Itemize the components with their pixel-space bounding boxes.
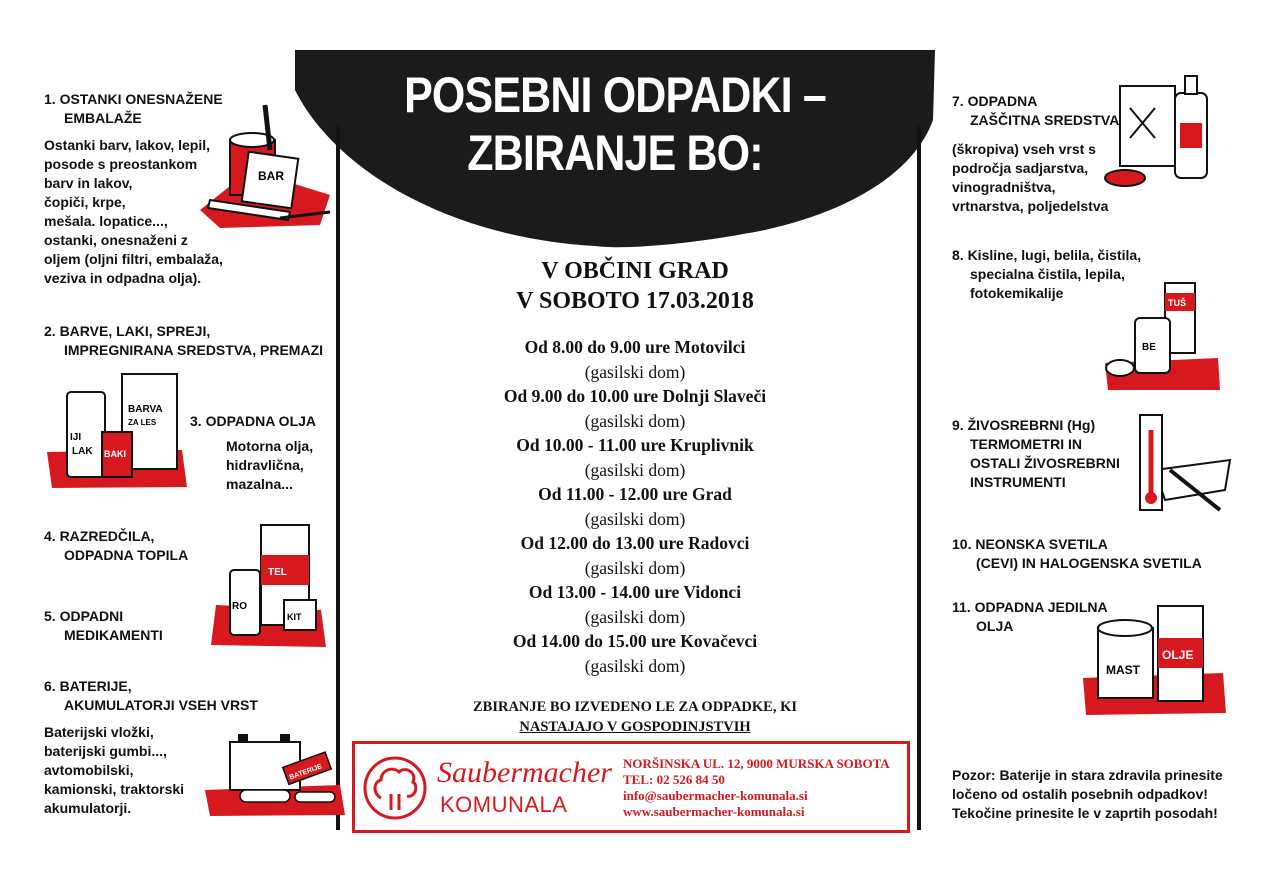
- item-5: 5. ODPADNI MEDIKAMENTI: [44, 608, 163, 643]
- schedule-row: Od 11.00 - 12.00 ure Grad (gasilski dom): [538, 484, 732, 529]
- company-contact: [623, 756, 890, 820]
- company-tel: TEL: 02 526 84 50: [623, 772, 725, 787]
- svg-text:KIT: KIT: [287, 612, 302, 622]
- schedule-list: [355, 335, 915, 678]
- cooking-oil-illustration: [1078, 598, 1228, 718]
- item-6: 6. BATERIJE, AKUMULATORJI VSEH VRST Baterijski vložki, baterijski gumbi..., avtomobilski, kamionski, traktorski akumulatorji.: [44, 678, 258, 816]
- schedule-row: Od 10.00 - 11.00 ure Kruplivnik (gasilski dom): [516, 435, 754, 480]
- schedule-row: Od 8.00 do 9.00 ure Motovilci (gasilski dom): [524, 337, 746, 382]
- svg-text:RO: RO: [232, 601, 247, 612]
- svg-text:LAK: LAK: [72, 446, 93, 457]
- right-divider: [917, 125, 921, 830]
- company-sub: KOMUNALA: [440, 792, 568, 817]
- svg-text:ZA LES: ZA LES: [128, 418, 157, 427]
- warning-notice: Pozor: Baterije in stara zdravila prinesite ločeno od ostalih posebnih odpadkov! Tekočine prinesite le v zaprtih posodah!: [952, 767, 1223, 821]
- svg-text:TUŠ: TUŠ: [1168, 298, 1186, 308]
- company-name: Saubermacher: [437, 756, 612, 789]
- item-1-title: 1. OSTANKI ONESNAŽENE EMBALAŽE: [44, 91, 223, 126]
- item-7: 7. ODPADNA ZAŠČITNA SREDSTVA (škropiva) vseh vrst s področja sadjarstva, vinogradništva, vrtnarstva, poljedelstva: [952, 93, 1120, 214]
- svg-text:OLJE: OLJE: [1162, 648, 1194, 662]
- event-header: [355, 256, 915, 316]
- svg-text:BARVA: BARVA: [128, 404, 163, 415]
- svg-text:MAST: MAST: [1106, 663, 1140, 677]
- item-3: 3. ODPADNA OLJA Motorna olja, hidravlična, mazalna...: [190, 413, 317, 492]
- schedule-row: Od 9.00 do 10.00 ure Dolnji Slaveči (gasilski dom): [503, 386, 767, 431]
- svg-text:IJI: IJI: [70, 432, 82, 443]
- item-8: 8. Kisline, lugi, belila, čistila, specialna čistila, lepila, fotokemikalije: [952, 247, 1142, 301]
- event-municipality: V OBČINI GRAD: [541, 258, 729, 284]
- paint-can-label: BAR: [258, 169, 284, 183]
- company-box: [352, 741, 910, 833]
- chemicals-illustration: [1100, 268, 1225, 393]
- item-1-desc: Ostanki barv, lakov, lepil, posode s preostankom barv in lakov, čopiči, krpe, mešala. lopatice..., ostanki, onesnaženi z oljem (oljni filtri, embalaža, veziva in odpadna olja).: [44, 137, 223, 286]
- thermometer-illustration: [1125, 410, 1235, 520]
- batteries-illustration: [200, 730, 348, 820]
- page-title: POSEBNI ODPADKI – ZBIRANJE BO:: [404, 67, 826, 181]
- company-email[interactable]: info@saubermacher-komunala.si: [623, 788, 808, 803]
- company-web[interactable]: www.saubermacher-komunala.si: [623, 804, 805, 819]
- item-10: 10. NEONSKA SVETILA (CEVI) IN HALOGENSKA SVETILA: [952, 536, 1202, 571]
- spray-cans-illustration: [42, 362, 190, 490]
- saubermacher-logo-icon: [361, 754, 429, 822]
- svg-text:BATERIJE: BATERIJE: [288, 763, 324, 782]
- schedule-row: Od 14.00 do 15.00 ure Kovačevci (gasilski dom): [512, 631, 758, 676]
- pesticides-illustration: [1100, 68, 1225, 193]
- svg-text:TEL: TEL: [268, 567, 287, 578]
- company-address: NORŠINSKA UL. 12, 9000 MURSKA SOBOTA: [623, 756, 890, 771]
- schedule-row: Od 12.00 do 13.00 ure Radovci (gasilski dom): [520, 533, 750, 578]
- schedule-row: Od 13.00 - 14.00 ure Vidonci (gasilski dom): [528, 582, 742, 627]
- item-11: 11. ODPADNA JEDILNA OLJA: [952, 599, 1108, 634]
- paint-cans-illustration: [190, 100, 335, 230]
- household-note: ZBIRANJE BO IZVEDENO LE ZA ODPADKE, KI NASTAJAJO V GOSPODINJSTVIH: [472, 699, 798, 735]
- svg-text:BE: BE: [1142, 342, 1156, 353]
- item-9: 9. ŽIVOSREBRNI (Hg) TERMOMETRI IN OSTALI ŽIVOSREBRNI INSTRUMENTI: [952, 417, 1120, 490]
- item-4: 4. RAZREDČILA, ODPADNA TOPILA: [44, 528, 189, 563]
- event-date: V SOBOTO 17.03.2018: [516, 288, 754, 314]
- svg-text:BAKI: BAKI: [104, 449, 126, 459]
- item-2: 2. BARVE, LAKI, SPREJI, IMPREGNIRANA SREDSTVA, PREMAZI: [44, 323, 324, 358]
